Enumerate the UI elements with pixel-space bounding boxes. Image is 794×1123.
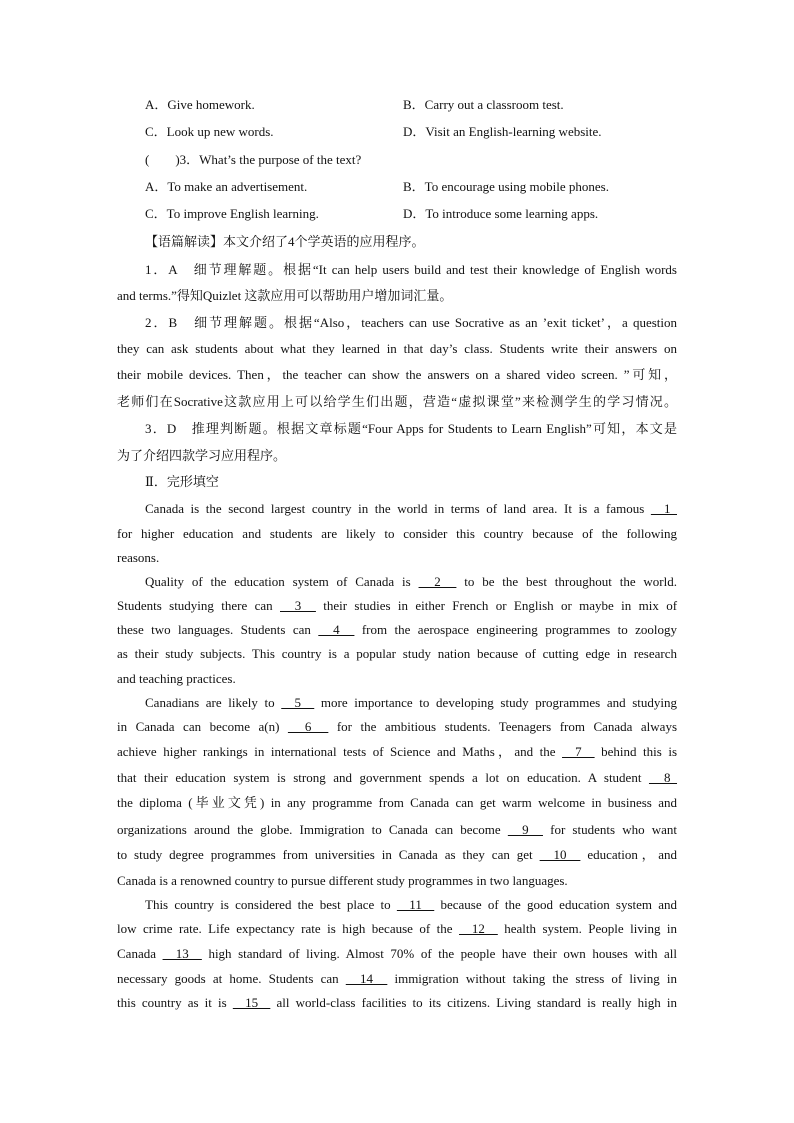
cloze-line: and teaching practices. (117, 671, 236, 686)
cloze-line (117, 847, 677, 863)
cloze-text: these two languages. Students can (117, 622, 311, 637)
q3-option-c: C．To improve English learning. (145, 206, 319, 221)
blank-10: 10 (539, 847, 581, 862)
cloze-text: Quality of the education system of Canada is (145, 574, 411, 589)
answer-3-line-2: 为了介绍四款学习应用程序。 (117, 448, 287, 463)
answer-2-line-1: 2．B 细节理解题。根据“Also，teachers can use Socrative as an ’exit ticket’，a question (145, 315, 677, 330)
cloze-line (117, 622, 677, 638)
blank-12: 12 (459, 921, 498, 936)
blank-5: 5 (281, 695, 315, 710)
answer-1-line-1: 1．A 细节理解题。根据“It can help users build and test their knowledge of English words (145, 262, 677, 277)
cloze-line (117, 971, 677, 987)
cloze-text: education，and (587, 847, 678, 862)
cloze-line: the diploma (毕业文凭) in any programme from Canada can get warm welcome in business and (117, 795, 677, 810)
q3-stem: ( )3．What’s the purpose of the text? (145, 152, 362, 167)
cloze-text: from the aerospace engineering programmes to zoology (361, 622, 677, 637)
cloze-text: because of the good education system and (440, 897, 678, 912)
cloze-text: achieve higher rankings in international tests of Science and Maths，and the (117, 744, 556, 759)
cloze-text: more importance to developing study programmes and studying (320, 695, 678, 710)
cloze-text: necessary goods at home. Students can (117, 971, 339, 986)
cloze-line: for higher education and students are likely to consider this country because of the following (117, 526, 677, 541)
cloze-text: Canada (117, 946, 156, 961)
q3-option-d: D．To introduce some learning apps. (403, 206, 599, 221)
cloze-line (145, 897, 677, 913)
cloze-text: in Canada can become a(n) (117, 719, 280, 734)
blank-9: 9 (507, 822, 543, 837)
cloze-text: all world-class facilities to its citizens. Living standard is really high in (276, 995, 678, 1010)
cloze-text: organizations around the globe. Immigration to Canada can become (117, 822, 501, 837)
q2-option-c: C．Look up new words. (145, 124, 274, 139)
cloze-text: immigration without taking the stress of living in (394, 971, 677, 986)
cloze-line: as their study subjects. This country is a popular study nation because of cutting edge in research (117, 646, 677, 661)
cloze-text: health system. People living in (504, 921, 677, 936)
cloze-text: high standard of living. Almost 70% of the people have their own houses with all (208, 946, 678, 961)
q2-option-b: B．Carry out a classroom test. (403, 97, 564, 112)
cloze-line (145, 501, 677, 517)
blank-8: 8 (648, 770, 678, 785)
cloze-text: to study degree programmes from universities in Canada as they can get (117, 847, 533, 862)
blank-7: 7 (562, 744, 595, 759)
blank-14: 14 (345, 971, 388, 986)
cloze-line: reasons. (117, 550, 160, 565)
blank-2: 2 (418, 574, 457, 589)
q2-option-a: A．Give homework. (145, 97, 255, 112)
cloze-text: Canada is the second largest country in the world in terms of land area. It is a famous (145, 501, 645, 516)
cloze-text: to be the best throughout the world. (464, 574, 678, 589)
answer-2-line-3: their mobile devices. Then，the teacher can show the answers on a shared video screen. ”可知， (117, 367, 677, 382)
cloze-line (117, 995, 677, 1011)
answer-2-line-2: they can ask students about what they learned in that day’s class. Students write their answers on (117, 341, 677, 356)
cloze-line: Canada is a renowned country to pursue different study programmes in two languages. (117, 873, 568, 888)
blank-6: 6 (287, 719, 329, 734)
blank-4: 4 (318, 622, 355, 637)
analysis-heading: 【语篇解读】本文介绍了4个学英语的应用程序。 (145, 234, 425, 249)
cloze-line (145, 574, 677, 590)
cloze-text: This country is considered the best place to (145, 897, 391, 912)
cloze-line (117, 921, 677, 937)
blank-13: 13 (162, 946, 202, 961)
cloze-text: for students who want (550, 822, 678, 837)
cloze-text: behind this is (601, 744, 678, 759)
cloze-text: low crime rate. Life expectancy rate is high because of the (117, 921, 453, 936)
blank-11: 11 (396, 897, 435, 912)
answer-2-line-4: 老师们在Socrative这款应用上可以给学生们出题，营造“虚拟课堂”来检测学生的学习情况。 (117, 394, 677, 409)
cloze-line (117, 719, 677, 735)
blank-3: 3 (280, 598, 316, 613)
cloze-line (117, 770, 677, 786)
cloze-line (117, 822, 677, 838)
cloze-line (145, 695, 677, 711)
cloze-line (117, 598, 677, 614)
q3-option-a: A．To make an advertisement. (145, 179, 308, 194)
blank-1: 1 (650, 501, 677, 516)
cloze-line (117, 946, 677, 962)
blank-15: 15 (232, 995, 271, 1010)
q3-option-b: B．To encourage using mobile phones. (403, 179, 609, 194)
cloze-text: for the ambitious students. Teenagers from Canada always (336, 719, 678, 734)
answer-1-line-2: and terms.”得知Quizlet 这款应用可以帮助用户增加词汇量。 (117, 288, 453, 303)
cloze-text: their studies in either French or English or maybe in mix of (323, 598, 678, 613)
answer-3-line-1: 3．D 推理判断题。根据文章标题“Four Apps for Students to Learn English”可知，本文是 (145, 421, 677, 436)
q2-option-d: D．Visit an English-learning website. (403, 124, 602, 139)
cloze-text: Canadians are likely to (145, 695, 275, 710)
cloze-text: this country as it is (117, 995, 227, 1010)
cloze-text: that their education system is strong and government spends a lot on education. A student (117, 770, 642, 785)
cloze-text: Students studying there can (117, 598, 273, 613)
cloze-line (117, 744, 677, 760)
section-title: Ⅱ．完形填空 (145, 474, 219, 489)
